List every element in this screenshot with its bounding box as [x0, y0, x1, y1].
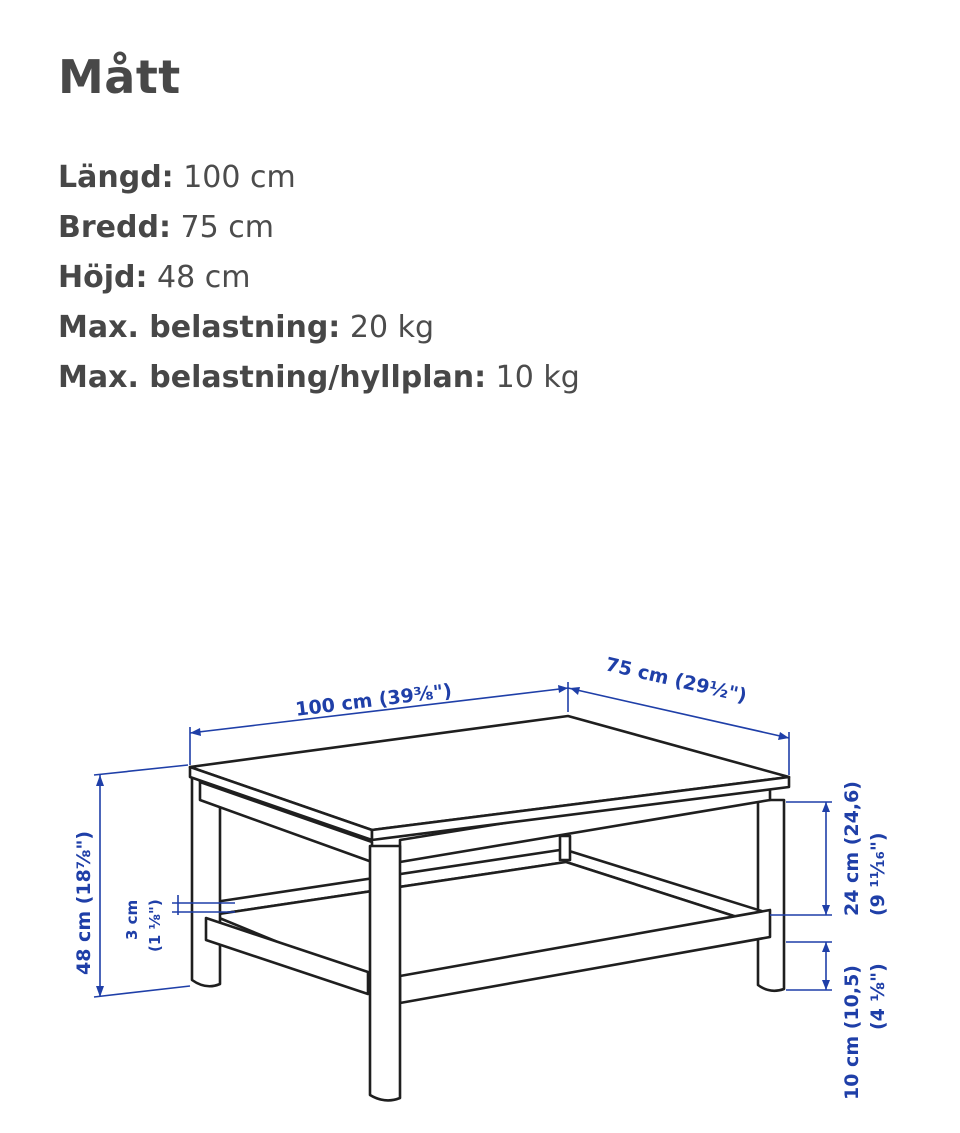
- shelf-gap-label: 24 cm (24,6): [841, 781, 863, 916]
- dimensions-list: [58, 156, 580, 406]
- shelf-center-post: [560, 836, 570, 860]
- width-label: 75 cm (29½"): [603, 653, 749, 708]
- length-label: 100 cm (39⅜"): [294, 679, 454, 721]
- thickness-imperial-label: (1 ⅛"): [146, 899, 164, 952]
- coffee-table-illustration: [190, 716, 789, 1100]
- spec-max-load: [58, 306, 580, 356]
- floor-gap-label: 10 cm (10,5): [841, 965, 863, 1100]
- spec-value: 48 cm: [157, 260, 251, 295]
- floor-gap-imperial-label: (4 ⅛"): [867, 963, 889, 1030]
- spec-width: [58, 206, 580, 256]
- page-title: Mått: [58, 50, 181, 104]
- spec-value: 100 cm: [183, 160, 296, 195]
- spec-label: Längd:: [58, 160, 174, 195]
- front-leg: [370, 846, 400, 1100]
- spec-value: 10 kg: [495, 360, 580, 395]
- spec-label: Bredd:: [58, 210, 171, 245]
- table-dimension-drawing: [0, 640, 960, 1133]
- thickness-label: 3 cm: [123, 899, 141, 940]
- height-label: 48 cm (18⅞"): [73, 830, 95, 975]
- spec-label: Max. belastning/hyllplan:: [58, 360, 487, 395]
- spec-height: [58, 256, 580, 306]
- spec-label: Höjd:: [58, 260, 148, 295]
- spec-max-load-shelf: [58, 356, 580, 406]
- spec-length: [58, 156, 580, 206]
- spec-label: Max. belastning:: [58, 310, 341, 345]
- spec-value: 75 cm: [180, 210, 274, 245]
- far-leg-right: [758, 800, 784, 991]
- back-leg-left: [192, 777, 220, 986]
- shelf-gap-imperial-label: (9 ¹¹⁄₁₆"): [867, 832, 889, 916]
- spec-value: 20 kg: [349, 310, 434, 345]
